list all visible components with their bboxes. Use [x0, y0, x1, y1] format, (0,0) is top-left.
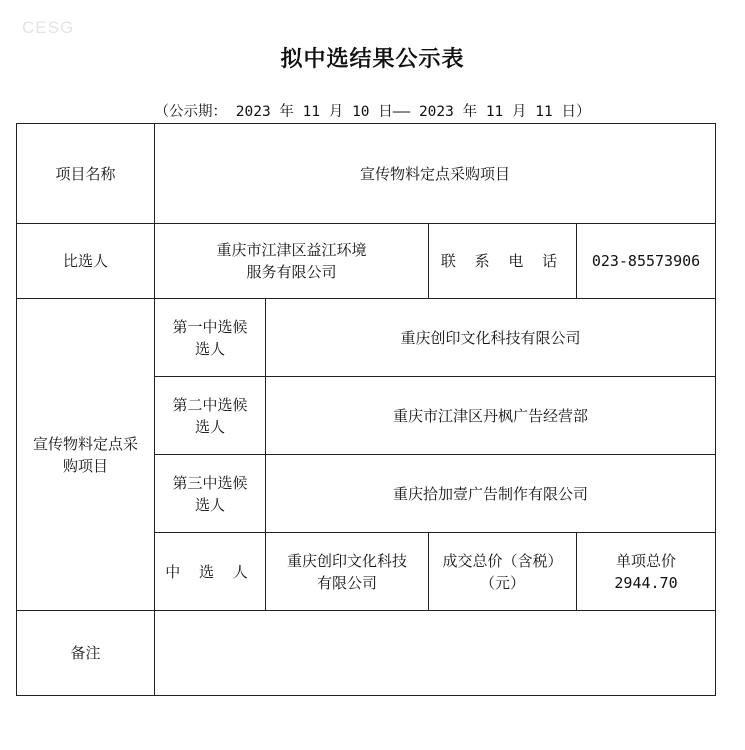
- group-label-line: 购项目: [62, 456, 108, 475]
- group-label-line: 宣传物料定点采: [32, 434, 138, 453]
- candidate-label-line: 第二中选候: [172, 395, 248, 414]
- winner-label: 中 选 人: [155, 533, 266, 611]
- candidate2-label: [155, 377, 266, 455]
- bidder-value-line: 重庆市江津区益江环境: [216, 241, 367, 259]
- candidate-label-line: 选人: [194, 339, 225, 358]
- remarks-value: [155, 611, 716, 696]
- candidate3-value: 重庆拾加壹广告制作有限公司: [266, 455, 716, 533]
- candidate3-label: [155, 455, 266, 533]
- candidate-label-line: 选人: [194, 417, 225, 436]
- announcement-period: （公示期： 2023 年 11 月 10 日—— 2023 年 11 月 11 日）: [154, 104, 591, 120]
- table-row: [17, 124, 716, 224]
- result-table: [16, 123, 716, 696]
- candidate-label-line: 第一中选候: [172, 317, 248, 336]
- page-title: 拟中选结果公示表: [280, 47, 465, 72]
- price-label-line: （元）: [479, 573, 525, 592]
- winner-value-line: 重庆创印文化科技: [286, 551, 407, 570]
- candidate1-label: [155, 299, 266, 377]
- winner-value: [266, 533, 429, 611]
- price-label-line: 成交总价（含税）: [442, 551, 563, 570]
- group-label: [17, 299, 155, 611]
- candidate-label-line: 选人: [194, 495, 225, 514]
- table-row: [17, 224, 716, 299]
- watermark-logo: CESG: [22, 18, 75, 37]
- bidder-label: 比选人: [17, 224, 155, 299]
- table-row: [17, 299, 716, 377]
- unit-total-value: 2944.70: [614, 573, 678, 592]
- unit-total: [577, 533, 716, 611]
- project-name-label: 项目名称: [17, 124, 155, 224]
- unit-total-label: 单项总价: [616, 551, 677, 570]
- remarks-label: 备注: [17, 611, 155, 696]
- bidder-value-line: 服务有限公司: [246, 263, 337, 281]
- candidate-label-line: 第三中选候: [172, 473, 248, 492]
- contact-value: 023-85573906: [577, 224, 716, 299]
- contact-label: 联 系 电 话: [429, 224, 577, 299]
- project-name-value: 宣传物料定点采购项目: [155, 124, 716, 224]
- table-row: [17, 611, 716, 696]
- price-label: [429, 533, 577, 611]
- winner-value-line: 有限公司: [316, 573, 377, 592]
- candidate2-value: 重庆市江津区丹枫广告经营部: [266, 377, 716, 455]
- candidate1-value: 重庆创印文化科技有限公司: [266, 299, 716, 377]
- bidder-value: [155, 224, 429, 299]
